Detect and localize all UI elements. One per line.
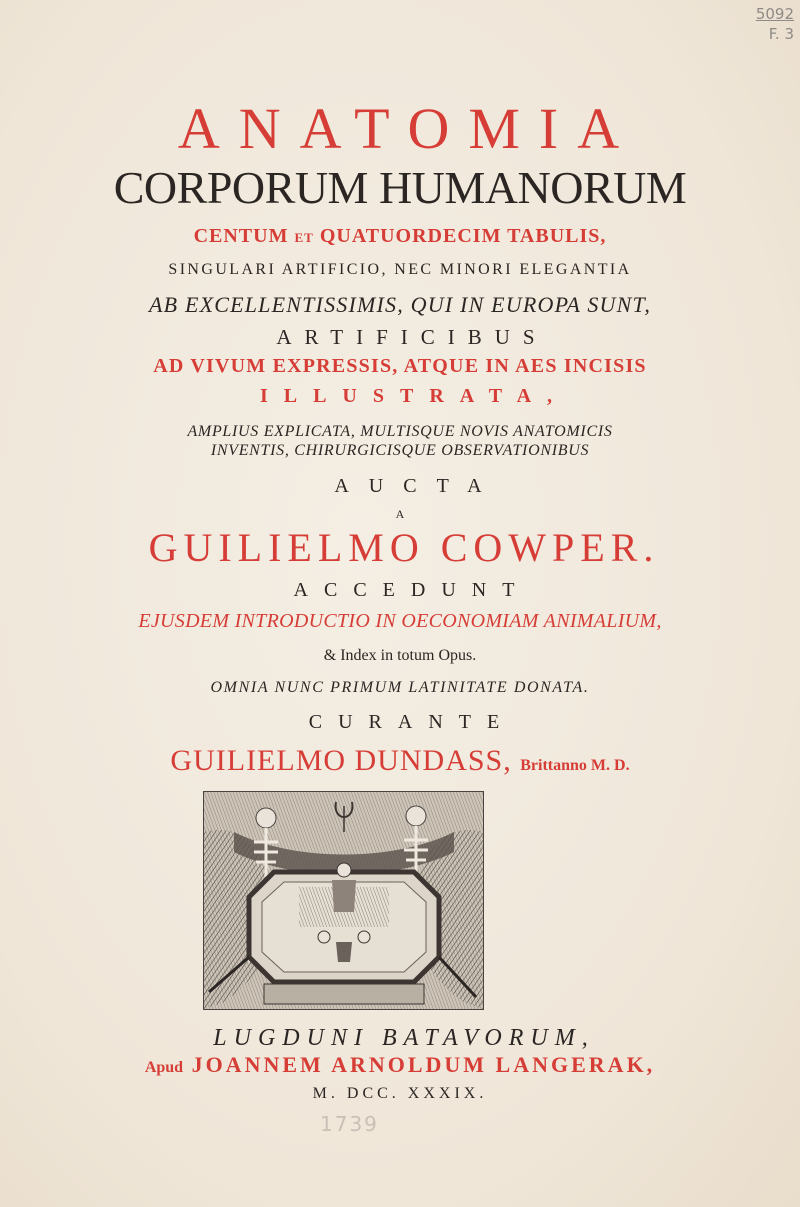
- title-ad-vivum: AD VIVUM EXPRESSIS, ATQUE IN AES INCISIS: [153, 355, 647, 377]
- title-artificibus: ARTIFICIBUS: [276, 325, 548, 349]
- title-excellentissimis: AB EXCELLENTISSIMIS, QUI IN EUROPA SUNT,: [148, 292, 652, 317]
- editor-name: GUILIELMO DUNDASS,: [170, 744, 512, 777]
- title-corporum: CORPORUM HUMANORUM: [113, 162, 687, 213]
- imprint-apud: Apud: [144, 1059, 184, 1076]
- subtitle-amplius: AMPLIUS EXPLICATA, MULTISQUE NOVIS ANATOMICIS: [187, 423, 613, 440]
- frontispiece-engraving: [203, 791, 484, 1010]
- title-singulari: SINGULARI ARTIFICIO, NEC MINORI ELEGANTIA: [168, 261, 632, 278]
- imprint-printer-line: [0, 1054, 800, 1076]
- subtitle-aucta: AUCTA: [334, 475, 502, 497]
- shelfmark-note: [744, 4, 794, 45]
- imprint-place: LUGDUNI BATAVORUM,: [213, 1025, 595, 1051]
- editor-line: [0, 746, 800, 776]
- subtitle-introductio: EJUSDEM INTRODUCTIO IN OECONOMIAM ANIMALIUM,: [138, 610, 662, 632]
- shelfmark-line-2: F. 3: [768, 25, 794, 44]
- engraving-illustration: [204, 792, 483, 1009]
- subtitle-accedunt: ACCEDUNT: [293, 579, 531, 601]
- imprint-year: M. DCC. XXXIX.: [312, 1085, 488, 1102]
- subtitle-latinitate: OMNIA NUNC PRIMUM LATINITATE DONATA.: [210, 679, 590, 696]
- title-centum-a: CENTUM: [193, 225, 289, 247]
- author-name: GUILIELMO COWPER.: [148, 525, 660, 570]
- title-anatomia: ANATOMIA: [177, 96, 639, 161]
- subtitle-index: & Index in totum Opus.: [323, 647, 477, 664]
- subtitle-inventis: INVENTIS, CHIRURGICISQUE OBSERVATIONIBUS: [210, 442, 590, 459]
- title-centum: [0, 226, 800, 246]
- editor-title: Brittanno M. D.: [520, 757, 630, 774]
- subtitle-curante: CURANTE: [308, 711, 516, 733]
- imprint-printer: JOANNEM ARNOLDUM LANGERAK,: [191, 1052, 656, 1077]
- title-centum-c: QUATUORDECIM TABULIS,: [319, 225, 607, 247]
- subtitle-a: A: [395, 507, 405, 521]
- pencil-note: 1739: [320, 1112, 379, 1136]
- title-centum-et: ET: [294, 230, 314, 245]
- title-illustrata: ILLUSTRATA,: [259, 385, 569, 407]
- shelfmark-line-1: 5092: [755, 5, 794, 23]
